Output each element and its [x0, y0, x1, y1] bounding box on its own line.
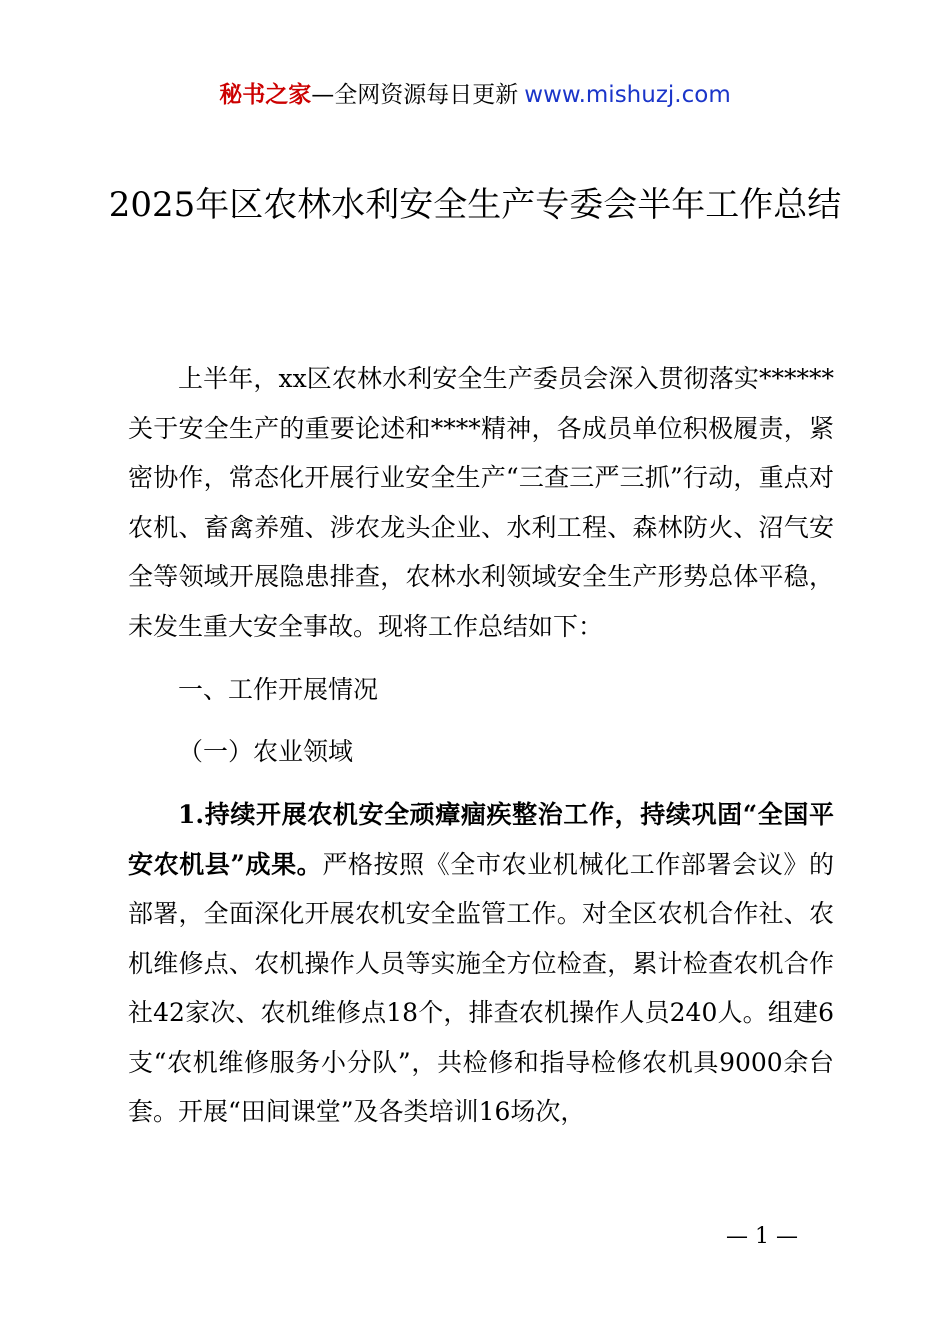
banner-tagline: —全网资源每日更新: [311, 82, 519, 108]
section-heading: 一、工作开展情况: [178, 675, 379, 704]
item-paragraph: [128, 790, 834, 1137]
site-url-link[interactable]: www.mishuzj.com: [524, 82, 731, 108]
intro-paragraph: 上半年，xx区农林水利安全生产委员会深入贯彻落实******关于安全生产的重要论述和****精神，各成员单位积极履责，紧密协作，常态化开展行业安全生产“三查三严三抓”行动，重点对农机、畜禽养殖、涉农龙头企业、水利工程、森林防火、沼气安全等领域开展隐患排查，农林水利领域安全生产形势总体平稳，未发生重大安全事故。现将工作总结如下：: [128, 364, 834, 641]
site-banner: [0, 78, 950, 112]
brand-name: 秘书之家: [219, 82, 312, 108]
document-body: [128, 354, 834, 1137]
item-lead-text: 1.持续开展农机安全顽瘴痼疾整治工作，持续巩固“全国平安农机县”成果。: [128, 800, 834, 879]
document-title: 2025年区农林水利安全生产专委会半年工作总结: [108, 185, 842, 225]
page-number: — 1 —: [726, 1224, 798, 1249]
item-body-text: 严格按照《全市农业机械化工作部署会议》的部署，全面深化开展农机安全监管工作。对全区农机合作社、农机维修点、农机操作人员等实施全方位检查，累计检查农机合作社42家次、农机维修点18个，排查农机操作人员240人。组建6支“农机维修服务小分队”，共检修和指导检修农机具9000余台套。开展“田间课堂”及各类培训16场次，: [128, 849, 834, 1126]
subsection-heading: （一）农业领域: [178, 736, 354, 766]
